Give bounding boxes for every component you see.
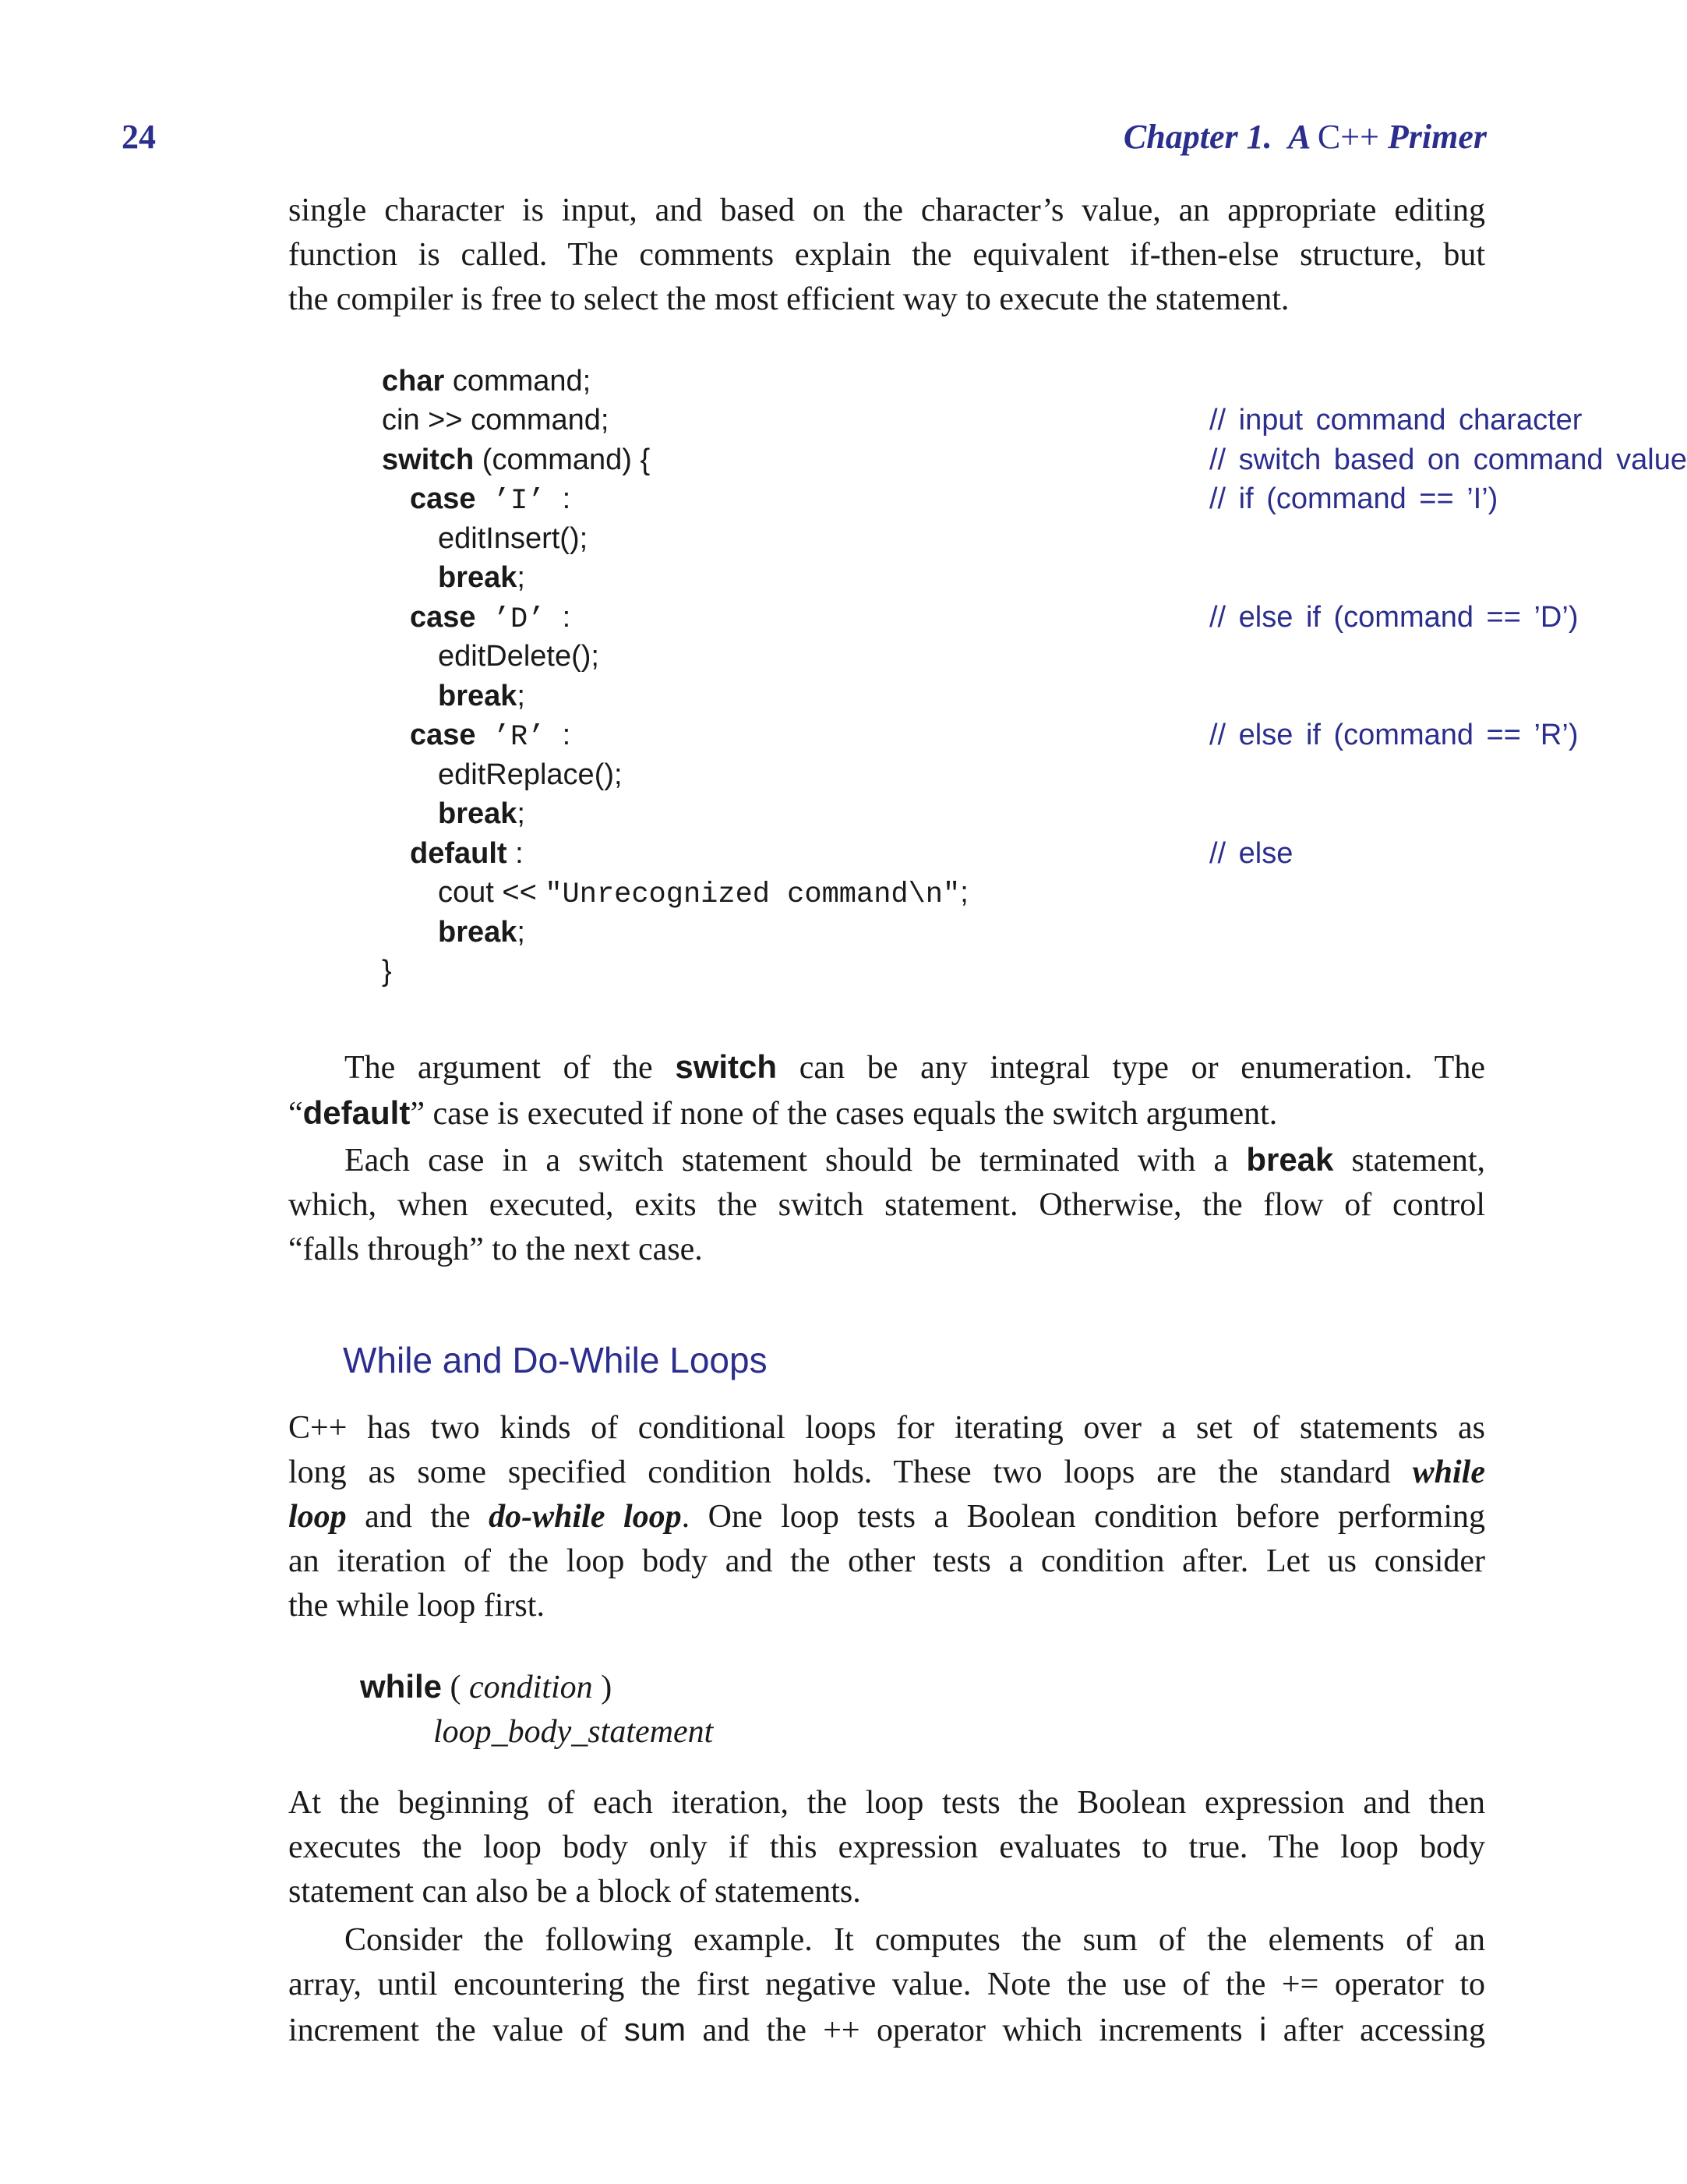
code-line: [410, 716, 570, 758]
code-comment: // else if (command == ’R’): [1209, 719, 1579, 751]
chapter-title-cpp: C++: [1317, 118, 1379, 156]
code-keyword: default: [410, 837, 507, 870]
inline-keyword: switch: [675, 1048, 778, 1085]
code-line: [410, 834, 524, 874]
code-text: :: [506, 837, 524, 870]
code-keyword: break: [438, 797, 517, 830]
code-text: ;: [517, 561, 525, 594]
code-line: [438, 755, 623, 795]
code-line: [438, 913, 525, 952]
syntax-body: loop_body_statement: [433, 1714, 714, 1750]
code-text: editDelete();: [438, 640, 599, 673]
code-line: [410, 598, 570, 640]
code-text: cin >> command;: [382, 404, 609, 436]
intro-paragraph: [288, 189, 1485, 322]
emphasis: do-while loop: [489, 1499, 682, 1535]
code-line: [410, 479, 570, 521]
code-comment: // input command character: [1209, 404, 1583, 436]
code-line: [438, 558, 525, 598]
code-literal: "Unrecognized command\n": [545, 878, 961, 911]
code-literal: ’R’: [475, 721, 563, 754]
code-literal: ’D’: [475, 603, 563, 636]
text-line: increment the value of sum and the ++ operator which increments i after accessing: [288, 2011, 1485, 2048]
code-keyword: break: [438, 561, 517, 594]
code-literal: ’I’: [475, 485, 563, 518]
code-line: [382, 362, 591, 401]
inline-keyword: default: [302, 1094, 411, 1131]
code-keyword: case: [410, 482, 476, 515]
text-line: statement can also be a block of statements.: [288, 1874, 861, 1910]
chapter-title-a: A: [1287, 118, 1309, 156]
code-line: [438, 519, 588, 559]
text-line: The argument of the switch can be any integral type or enumeration. The: [344, 1048, 1485, 1086]
code-line: [438, 637, 599, 677]
code-text: editInsert();: [438, 522, 588, 555]
code-text: ;: [517, 916, 525, 949]
text-line: executes the loop body only if this expression evaluates to true. The loop body: [288, 1829, 1485, 1865]
text-line: At the beginning of each iteration, the loop tests the Boolean expression and then: [288, 1785, 1485, 1821]
chapter-title-b: Primer: [1387, 118, 1487, 156]
text-line: Each case in a switch statement should be terminated with a break statement,: [344, 1141, 1486, 1179]
text-line: array, until encountering the first negative value. Note the use of the += operator to: [288, 1967, 1485, 2002]
code-keyword: case: [410, 719, 476, 751]
code-line: [438, 677, 525, 716]
code-text: ;: [517, 797, 525, 830]
code-text: :: [562, 601, 571, 634]
text-line: the compiler is free to select the most efficient way to execute the statement.: [288, 281, 1290, 317]
text-line: which, when executed, exits the switch statement. Otherwise, the flow of control: [288, 1187, 1485, 1223]
code-line: [438, 873, 969, 915]
code-keyword: case: [410, 601, 476, 634]
code-text: (command) {: [474, 444, 651, 476]
running-head: [1124, 114, 1487, 161]
code-listing: [382, 362, 1687, 1001]
text-line: loop and the do-while loop. One loop tests a Boolean condition before performing: [288, 1499, 1485, 1535]
code-text: :: [562, 719, 571, 751]
code-text: cout <<: [438, 876, 545, 909]
while-semantics-paragraph: [288, 1781, 1485, 1914]
code-text: }: [382, 955, 392, 988]
switch-argument-paragraph: [288, 1044, 1485, 1136]
code-keyword: switch: [382, 444, 475, 476]
page-number: 24: [122, 118, 156, 156]
text-line: function is called. The comments explain the equivalent if-then-else structure, but: [288, 237, 1485, 273]
code-text: command;: [444, 365, 591, 398]
code-line: [382, 440, 650, 480]
code-keyword: break: [438, 916, 517, 949]
code-text: :: [562, 482, 571, 515]
code-text: editReplace();: [438, 758, 623, 791]
emphasis: loop: [288, 1499, 347, 1535]
text-line: the while loop first.: [288, 1588, 545, 1624]
code-keyword: char: [382, 365, 445, 398]
code-line: [382, 401, 609, 440]
syntax-keyword: while: [360, 1668, 443, 1705]
code-comment: // else if (command == ’D’): [1209, 601, 1579, 634]
syntax-condition: condition: [469, 1670, 593, 1705]
syntax-line: while ( condition ): [360, 1668, 612, 1705]
text-line: C++ has two kinds of conditional loops for iterating over a set of statements as: [288, 1410, 1485, 1446]
code-keyword: break: [438, 680, 517, 712]
chapter-label: Chapter 1.: [1123, 118, 1272, 156]
loops-intro-paragraph: [288, 1406, 1485, 1628]
while-syntax: [360, 1664, 713, 1755]
code-comment: // switch based on command value: [1209, 444, 1687, 476]
example-paragraph: [288, 1918, 1485, 2053]
inline-code: sum: [623, 2011, 686, 2048]
text-line: “falls through” to the next case.: [288, 1232, 703, 1267]
text-line: single character is input, and based on the character’s value, an appropriate editing: [288, 193, 1485, 228]
code-comment: // else: [1209, 837, 1293, 870]
code-text: ;: [517, 680, 525, 712]
section-heading: While and Do-While Loops: [343, 1340, 768, 1380]
text-line: Consider the following example. It computes the sum of the elements of an: [344, 1922, 1485, 1958]
text-line: an iteration of the loop body and the other tests a condition after. Let us consider: [288, 1543, 1485, 1579]
code-text: ;: [960, 876, 969, 909]
text-line: long as some specified condition holds. These two loops are the standard while: [288, 1454, 1485, 1490]
code-line: [382, 952, 392, 991]
inline-code: i: [1259, 2011, 1267, 2048]
inline-keyword: break: [1246, 1141, 1334, 1178]
emphasis: while: [1412, 1454, 1485, 1490]
break-paragraph: [288, 1137, 1485, 1272]
text-line: “default” case is executed if none of the cases equals the switch argument.: [288, 1094, 1278, 1132]
code-line: [438, 794, 525, 834]
code-comment: // if (command == ’I’): [1209, 482, 1498, 515]
